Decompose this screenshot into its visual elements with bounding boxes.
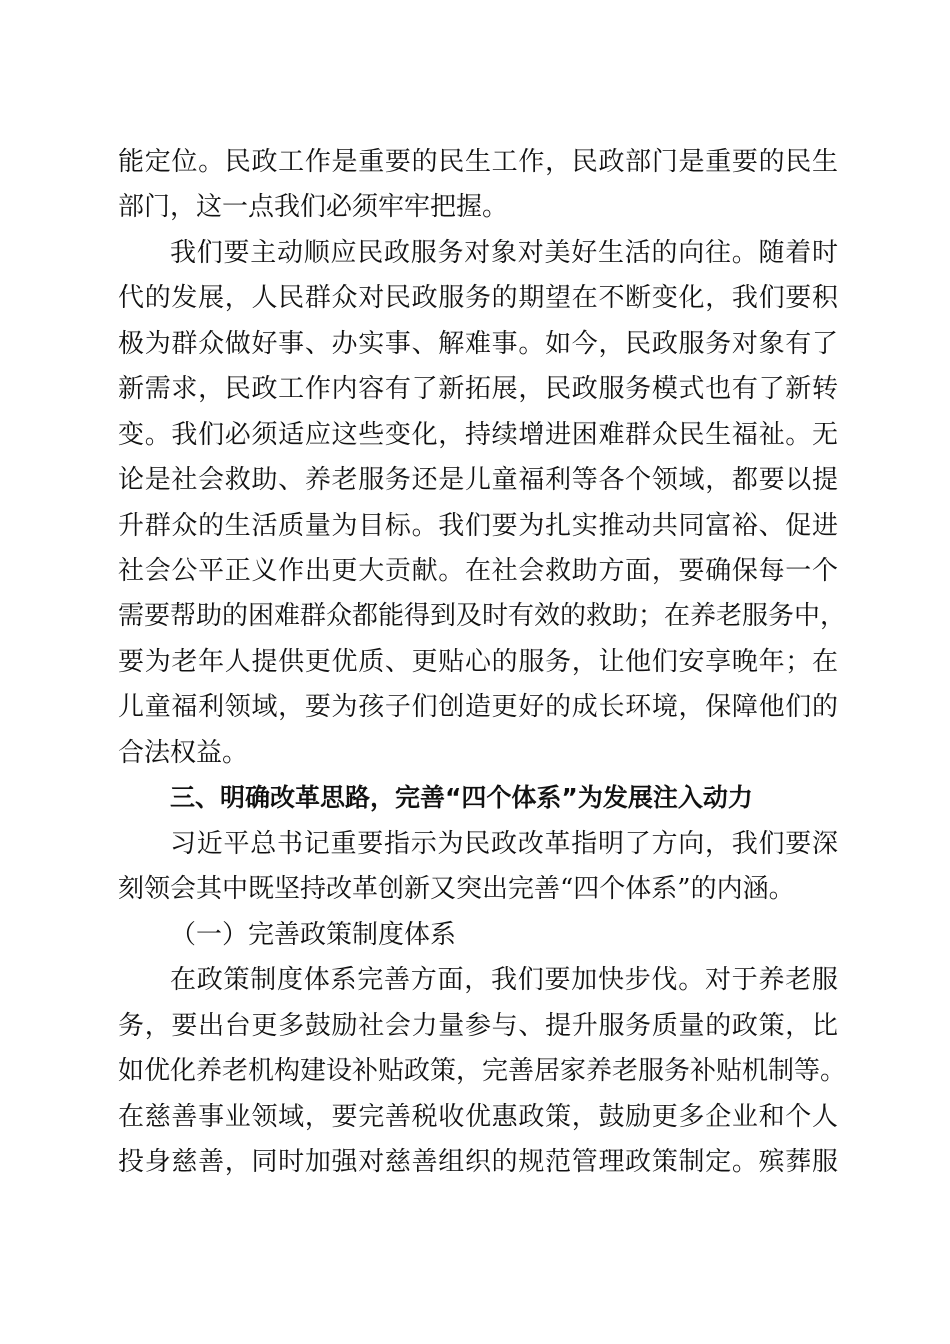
section-heading: 三、明确改革思路，完善“四个体系”为发展注入动力 (170, 783, 753, 812)
text-line: 社会公平正义作出更大贡献。在社会救助方面，要确保每一个 (118, 556, 838, 586)
subsection-heading: （一）完善政策制度体系 (170, 920, 457, 950)
text-line: 部门，这一点我们必须牢牢把握。 (118, 192, 509, 222)
text-line: 在慈善事业领域，要完善税收优惠政策，鼓励更多企业和个人 (118, 1102, 838, 1132)
text-line: 论是社会救助、养老服务还是儿童福利等各个领域，都要以提 (118, 465, 838, 495)
paragraph-first-line: 习近平总书记重要指示为民政改革指明了方向，我们要深 (170, 829, 838, 859)
text-line: 如优化养老机构建设补贴政策，完善居家养老服务补贴机制等。 (118, 1056, 847, 1086)
text-line: 投身慈善，同时加强对慈善组织的规范管理政策制定。殡葬服 (118, 1147, 838, 1177)
text-line: 合法权益。 (118, 738, 249, 768)
text-line: 新需求，民政工作内容有了新拓展，民政服务模式也有了新转 (118, 374, 838, 404)
text-line: 升群众的生活质量为目标。我们要为扎实推动共同富裕、促进 (118, 511, 838, 541)
text-line: 需要帮助的困难群众都能得到及时有效的救助；在养老服务中， (118, 601, 847, 631)
text-line: 能定位。民政工作是重要的民生工作，民政部门是重要的民生 (118, 147, 838, 177)
paragraph-first-line: 在政策制度体系完善方面，我们要加快步伐。对于养老服 (170, 965, 838, 995)
text-line: 变。我们必须适应这些变化，持续增进困难群众民生福祉。无 (118, 420, 838, 450)
text-line: 要为老年人提供更优质、更贴心的服务，让他们安享晚年；在 (118, 647, 838, 677)
text-line: 极为群众做好事、办实事、解难事。如今，民政服务对象有了 (118, 329, 838, 359)
text-line: 儿童福利领域，要为孩子们创造更好的成长环境，保障他们的 (118, 692, 838, 722)
text-line: 代的发展，人民群众对民政服务的期望在不断变化，我们要积 (118, 283, 838, 313)
text-line: 刻领会其中既坚持改革创新又突出完善“四个体系”的内涵。 (118, 874, 795, 904)
text-line: 务，要出台更多鼓励社会力量参与、提升服务质量的政策，比 (118, 1011, 838, 1041)
paragraph-first-line: 我们要主动顺应民政服务对象对美好生活的向往。随着时 (170, 238, 838, 268)
